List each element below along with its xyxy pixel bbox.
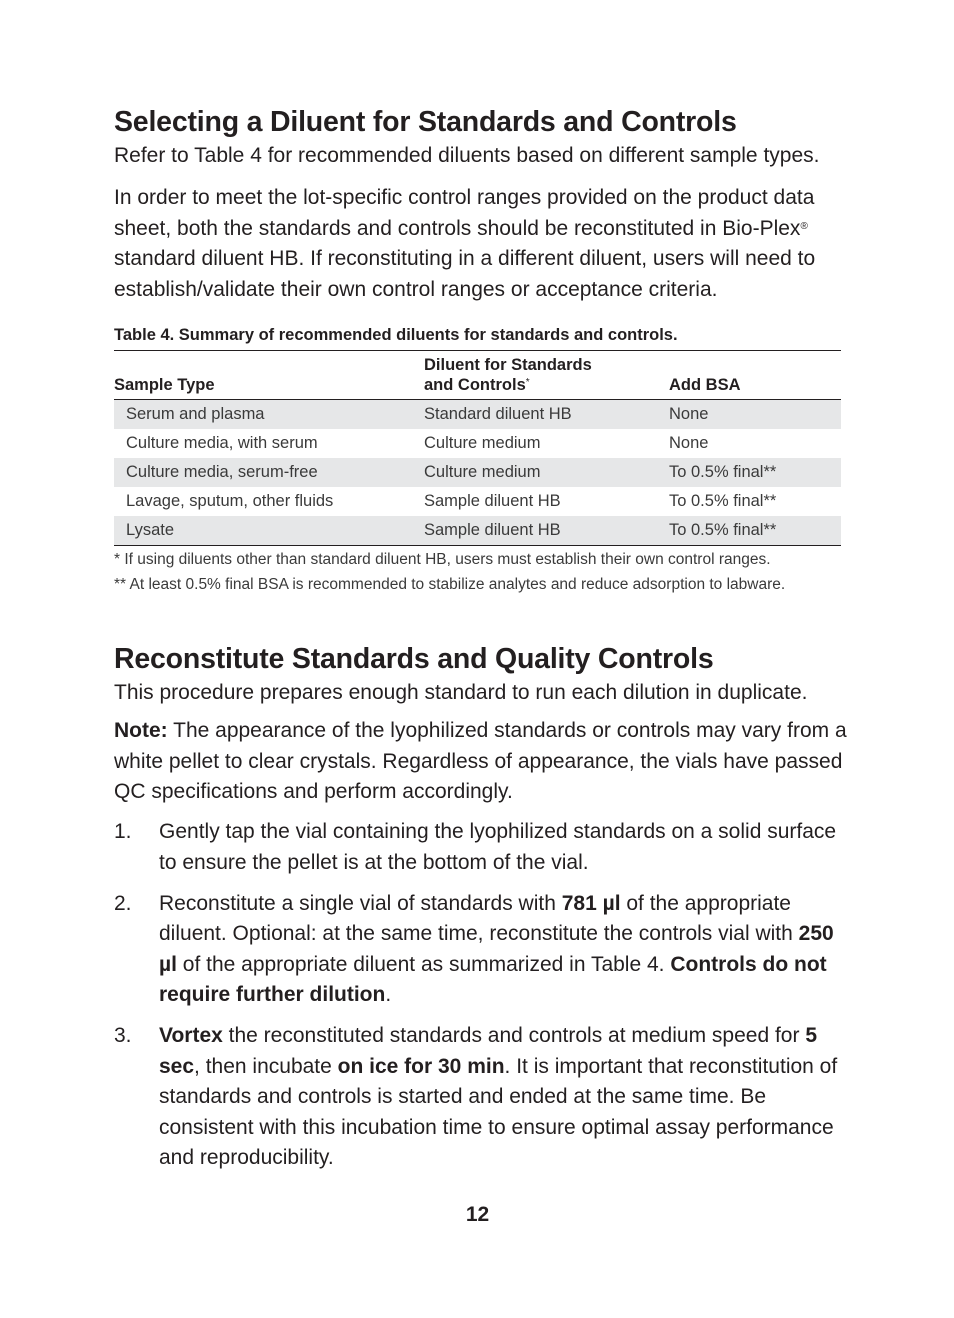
cell-sample-type: Lysate (126, 521, 175, 539)
note-label: Note: (114, 719, 168, 742)
cell-sample-type: Culture media, serum-free (126, 463, 318, 481)
list-item (114, 817, 841, 878)
section1-paragraph-start: In order to meet the lot-specific control ranges provided on the product data sheet, both the standards and controls should be reconstituted in Bio-Plex (114, 186, 815, 240)
list-item (114, 889, 841, 1011)
step-emphasis: 781 µl (561, 891, 621, 915)
section-heading-reconstitute: Reconstitute Standards and Quality Controls (114, 643, 714, 675)
step-text: , then incubate (194, 1054, 338, 1078)
step-text: of the appropriate diluent as summarized in Table 4. (176, 952, 671, 976)
table-row (114, 516, 841, 546)
note-text: The appearance of the lyophilized standards or controls may vary from a white pellet to clear crystals. Regardless of appearance, the vials have passed QC specifications and perform accordingly. (114, 719, 847, 803)
step-emphasis: Controls do not require further dilution (159, 952, 827, 1006)
section1-paragraph-end: standard diluent HB. If reconstituting in a different diluent, users will need to establish/validate their own control ranges or acceptance criteria. (114, 247, 816, 301)
step-emphasis: 250 µl (159, 922, 834, 976)
table-row (114, 458, 841, 487)
table-row (114, 400, 841, 430)
table-footnote-2: ** At least 0.5% final BSA is recommended to stabilize analytes and reduce adsorption to labware. (114, 576, 786, 593)
step-text: Gently tap the vial containing the lyophilized standards on a solid surface to ensure the pellet is at the bottom of the vial. (159, 820, 837, 874)
header-diluent (424, 351, 669, 400)
header-sample-type: Sample Type (114, 376, 215, 394)
step-number: 1. (114, 820, 132, 843)
registered-mark: ® (800, 220, 808, 232)
header-add-bsa: Add BSA (669, 376, 741, 394)
header-diluent-line1: Diluent for Standards (424, 356, 592, 374)
section2-intro: This procedure prepares enough standard to run each dilution in duplicate. (114, 681, 808, 704)
cell-diluent: Culture medium (424, 463, 541, 481)
step-number: 2. (114, 891, 132, 915)
cell-add-bsa: To 0.5% final** (669, 463, 777, 481)
list-item (114, 1021, 841, 1174)
diluent-table (114, 350, 841, 546)
step-number: 3. (114, 1024, 132, 1047)
cell-sample-type: Culture media, with serum (126, 434, 318, 452)
table-caption: Table 4. Summary of recommended diluents for standards and controls. (114, 326, 678, 344)
step-text: of the appropriate diluent. Optional: at the same time, reconstitute the controls vial with (159, 891, 799, 945)
step-emphasis: 5 sec (159, 1024, 817, 1078)
step-text: the reconstituted standards and controls at medium speed for (222, 1024, 806, 1047)
cell-add-bsa: To 0.5% final** (669, 521, 777, 539)
procedure-steps (114, 817, 841, 1184)
note-paragraph (114, 716, 854, 808)
step-text: . (385, 983, 392, 1006)
table-header-row (114, 351, 841, 400)
table-row (114, 487, 841, 516)
step-emphasis: Vortex (159, 1024, 223, 1047)
cell-sample-type: Lavage, sputum, other fluids (126, 492, 334, 510)
cell-diluent: Culture medium (424, 434, 541, 452)
header-diluent-footnote-mark: * (525, 377, 530, 388)
cell-sample-type: Serum and plasma (126, 405, 265, 423)
page-number: 12 (465, 1203, 490, 1226)
step-text: . It is important that reconstitution of standards and controls is started and ended at the same time. Be consistent with this incubation time to ensure optimal assay performance and reproducibility. (159, 1054, 838, 1169)
header-diluent-line2: and Controls (424, 376, 526, 394)
table-row (114, 429, 841, 458)
cell-add-bsa: None (669, 434, 709, 452)
table-footnote-1: * If using diluents other than standard diluent HB, users must establish their own control ranges. (114, 551, 771, 568)
section1-paragraph (114, 183, 854, 305)
cell-add-bsa: To 0.5% final** (669, 492, 777, 510)
section1-intro: Refer to Table 4 for recommended diluents based on different sample types. (114, 144, 820, 167)
cell-diluent: Sample diluent HB (424, 492, 561, 510)
cell-add-bsa: None (669, 405, 709, 423)
section-heading-diluent: Selecting a Diluent for Standards and Controls (114, 106, 737, 138)
cell-diluent: Sample diluent HB (424, 521, 561, 539)
step-emphasis: on ice for 30 min (337, 1054, 505, 1078)
step-text: Reconstitute a single vial of standards with (159, 891, 562, 915)
cell-diluent: Standard diluent HB (424, 405, 572, 423)
